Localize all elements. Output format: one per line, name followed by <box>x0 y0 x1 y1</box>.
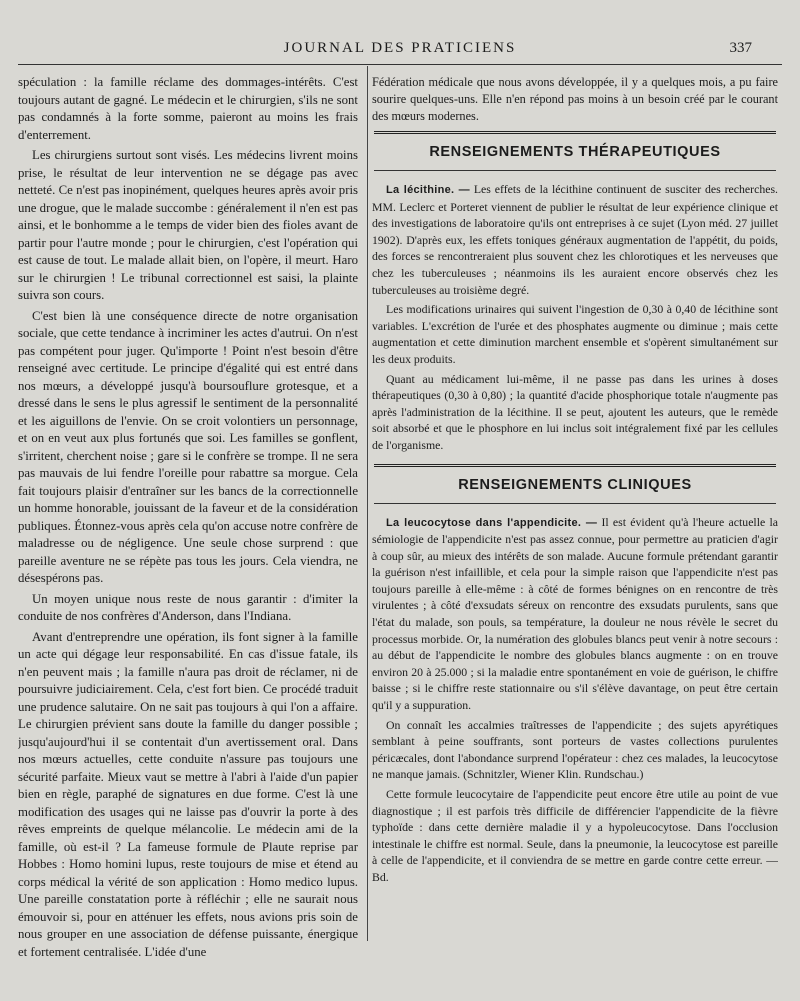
article-paragraph: Cette formule leucocytaire de l'appendicite peut encore être utile au point de vue diagnostique ; il est parfois très difficile de différencier l'appendicite de la fièvre typhoïde : dans cette dernière maladie il y a hypoleucocytose. Dans l'occlusion intestinale le chiffre est normal. Seule, dans la pneumonie, la leucocytose est pareille à celle de l'appendicite, et il conviendra de se mettre en garde contre cette erreur. — Bd. <box>372 787 778 884</box>
right-intro-paragraph: Fédération médicale que nous avons développée, il y a quelques mois, a pu faire sourire quelques-uns. Elle n'en répond pas moins à un besoin créé par le courant des mœurs modernes. <box>372 75 778 123</box>
section-rule <box>374 503 776 504</box>
left-paragraph: spéculation : la famille réclame des dommages-intérêts. C'est toujours autant de gagné. Le médecin et le chirurgien, s'ils ne sont pas condamnés à la forte somme, paieront au moins les frais d'enterrement. <box>18 75 358 142</box>
article-lead: La lécithine. — <box>386 184 470 196</box>
section-body <box>372 514 778 886</box>
section-title: RENSEIGNEMENTS CLINIQUES <box>458 476 692 493</box>
section-therapeutiques <box>372 131 778 454</box>
left-paragraph: Les chirurgiens surtout sont visés. Les médecins livrent moins prise, le résultat de leur intervention ne se dégage pas avec netteté. Ce n'est pas inopinément, quelques heures après avoir pris une drogue, que le malade succombe : généralement il n'en est pas ainsi, et le bonhomme a le temps de vider bien des fioles avant de partir pour l'autre monde ; pour le chirurgien, c'est l'opération qui est cause de tout. Le malade allait bien, on l'opère, il meurt. Haro sur le chirurgien ! Le tribunal correctionnel est saisi, la plainte suivra son cours. <box>18 148 358 302</box>
page-number: 337 <box>729 40 752 56</box>
right-column <box>372 74 778 896</box>
section-title: RENSEIGNEMENTS THÉRAPEUTIQUES <box>429 144 721 160</box>
article-lead: La leucocytose dans l'appendicite. — <box>386 516 598 529</box>
article-paragraph: Il est évident qu'à l'heure actuelle la sémiologie de l'appendicite n'est pas assez connue, pour permettre au praticien d'agir à coup sûr, au mieux des intérêts de son malade. Aucune formule prétendant garantir la guérison n'est infaillible, et cela pour la simple raison que l'appendicite n'est pas toujours pareille à elle-même : à côté de formes bénignes on en rencontre de très virulentes ; à côté d'exsudats séreux on rencontre des exsudats purulents, sans que l'état du malade, son pouls, sa température, la douleur ne nous révèle le secret du processus morbide. Or, la numération des globules blancs peut venir à notre secours : au début de l'appendicite le nombre des globules blancs augmente : on en trouve environ 20 à 25.000 ; si la maladie entre spontanément en voie de guérison, le chiffre baisse ; si le chiffre reste stationnaire ou s'il s'élève davantage, on peut être certain qu'il y a suppuration. <box>372 514 778 713</box>
article-paragraph: Quant au médicament lui-même, il ne passe pas dans les urines à doses thérapeutiques (0,30 à 0,80) ; la quantité d'acide phosphorique totale n'augmente pas après l'administration de la lécithine. Il se peut, ajoutent les auteurs, que le remède soit absorbé et que le phosphore en lui inclus soit intégralement fixé par les cellules de l'organisme. <box>372 371 778 452</box>
journal-title: JOURNAL DES PRATICIENS <box>283 40 517 56</box>
article-paragraph: Les effets de la lécithine continuent de susciter des recherches. MM. Leclerc et Porteret viennent de publier le résultat de leur expérience clinique et des investigations de laboratoire qu'ils ont entreprises à ce sujet (Lyon méd. 27 juillet 1902). D'après eux, les effets toniques généraux augmentation de l'appétit, du poids, des forces se rencontreraient plus souvent chez les chlorotiques et les nerveuses que chez les tuberculeuses ; néanmoins ils les auraient encore observés chez les tuberculeuses au troisième degré. <box>372 182 778 297</box>
left-paragraph: C'est bien là une conséquence directe de notre organisation sociale, que cette tendance à incriminer les actes d'autrui. On n'est pas compétent pour juger. Qu'importe ! Point n'est besoin d'être renseigné avec certitude. Le principe d'égalité qui est entré dans nos mœurs, a développé jusqu'à boursouflure grotesque, et a dressé dans le sens le plus agressif le sentiment de la personnalité et les aiguillons de l'envie. On se croit volontiers un personnage, et on en veut aux plus fortunés que soi. Les familles se gonflent, s'irritent, cherchent noise ; gare si le confrère se trompe. Il ne sera pas mauvais de lui fendre l'oreille pour rabattre sa morgue. Cela fait toujours plaisir d'entraîner sur les bancs de la correctionnelle un homme honorable, jouissant de la faveur et de la considération publiques. Étonnez-vous après cela qu'on accuse notre confrère de maladresse ou de négligence. Une seule chose surprend : que pareille aventure ne se répète pas tous les jours. Cela viendra, ne désespérons pas. <box>18 308 358 585</box>
left-paragraph: Avant d'entreprendre une opération, ils font signer à la famille un acte qui dégage leur responsabilité. En cas d'issue fatale, ils n'en peuvent mais ; la famille n'aura pas droit de réclamer, ni de poursuivre judiciairement. Cela, c'est fort bien. Ce procédé traduit une prudence salutaire. On ne sait pas toujours à qui l'on a affaire. Le chirurgien prévient sans doute la famille du danger possible ; jusqu'aujourd'hui il se contentait d'un avertissement oral. Dans nos mœurs actuelles, cette conduite n'assure pas toujours une sécurité parfaite. Mieux vaut se mettre à l'abri à l'aide d'un papier bien en règle, paraphé de signatures en due forme. C'est là une modification des usages qui ne laisse pas d'ouvrir la porte à des rêves empreints de quelque mélancolie. Le médecin ami de la famille, où est-il ? La fameuse formule de Plaute reprise par Hobbes : Homo homini lupus, reste toujours de mise et étend au corps médical la vérité de son application : Homo medico lupus. Une pareille constatation porte à réfléchir ; elle ne saurait nous émouvoir si, pour en atténuer les effets, nous avions pris soin de nous grouper en une association de défense puissante, énergique et fortement centralisée. L'idée d'une <box>18 629 358 959</box>
section-cliniques <box>372 464 778 886</box>
header-rule <box>18 64 782 65</box>
running-head <box>0 40 800 60</box>
column-divider <box>367 66 368 941</box>
left-column <box>18 74 358 964</box>
section-body <box>372 181 778 454</box>
left-paragraph: Un moyen unique nous reste de nous garantir : d'imiter la conduite de nos confrères d'Anderson, dans l'Indiana. <box>18 591 358 623</box>
article-paragraph: Les modifications urinaires qui suivent l'ingestion de 0,30 à 0,40 de lécithine sont variables. L'excrétion de l'urée et des phosphates augmente ou diminue ; mais cette augmentation et cette diminution marchent ensemble et s'opèrent simultanément sur les deux produits. <box>372 302 778 366</box>
section-rule <box>374 170 776 171</box>
article-paragraph: On connaît les accalmies traîtresses de l'appendicite ; des sujets apyrétiques semblant à peine souffrants, sont porteurs de vastes collections purulentes péricæcales, dont l'abondance surprend l'opérateur : chez ces malades, la leucocytose ne manque jamais. (Schnitzler, Wiener Klin. Rundschau.) <box>372 717 778 782</box>
